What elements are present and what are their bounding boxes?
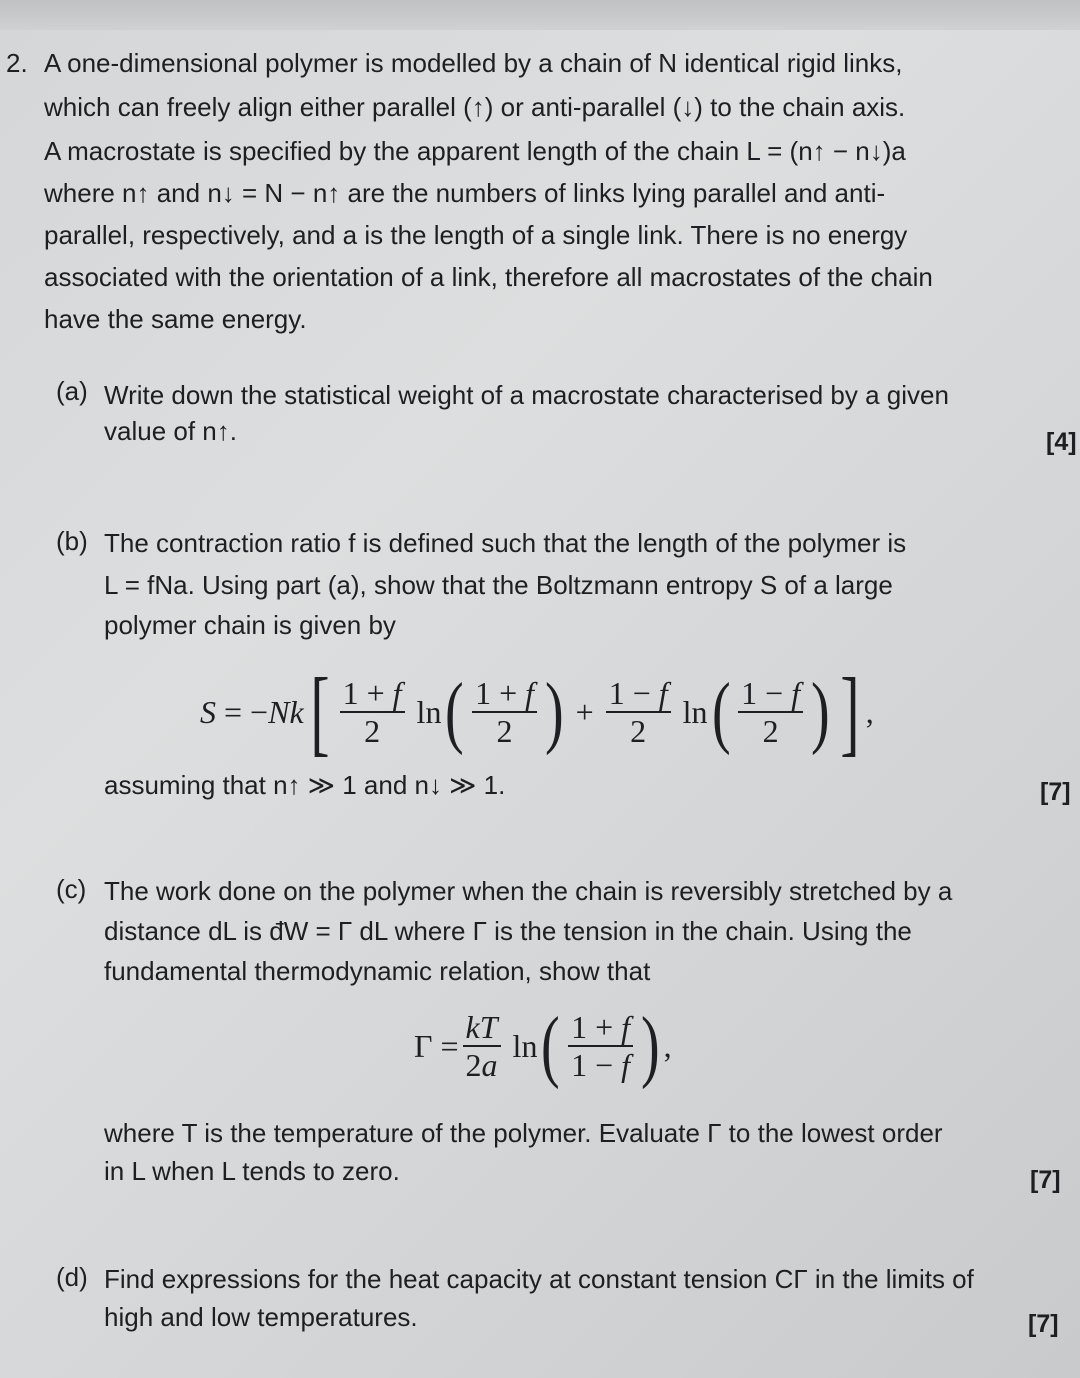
part-b-label: (b) xyxy=(56,526,88,556)
intro-line-1 xyxy=(44,42,902,84)
intro-line-6: associated with the orientation of a link, therefore all macrostates of the chain xyxy=(44,262,933,292)
entropy-frac-2: $\frac{1 + f}{2}$ xyxy=(472,675,537,749)
left-paren-2: ( xyxy=(711,668,731,756)
left-paren-1: ( xyxy=(445,668,465,756)
left-paren-3: ( xyxy=(541,1002,561,1090)
part-b-line-1: The contraction ratio f is defined such that the length of the polymer is xyxy=(104,528,907,558)
part-a-marks: [4] xyxy=(1046,428,1077,456)
part-d-line-2: high and low temperatures. xyxy=(104,1302,418,1332)
part-c-line-3: fundamental thermodynamic relation, show that xyxy=(104,956,651,986)
entropy-eq-lhs: S = −Nk xyxy=(200,693,304,730)
right-paren-1: ) xyxy=(545,668,564,756)
part-c-line-2: distance dL is đW = Γ dL where Γ is the tension in the chain. Using the xyxy=(104,916,912,946)
right-bracket: ] xyxy=(840,658,860,765)
entropy-frac-1: $\frac{1 + f}{2}$ xyxy=(340,675,405,749)
part-b-line-2: L = fNa. Using part (a), show that the Boltzmann entropy S of a large xyxy=(104,570,893,600)
entropy-frac-3: $\frac{1 - f}{2}$ xyxy=(606,675,671,749)
tension-frac-kt: $\frac{kT}{2a}$ xyxy=(463,1009,501,1083)
ln-3: ln xyxy=(504,1027,538,1064)
tension-eq-lhs: Γ = xyxy=(414,1027,459,1064)
part-c-label: (c) xyxy=(56,874,87,904)
intro-line-2: which can freely align either parallel (↑) or anti-parallel (↓) to the chain axis. xyxy=(44,92,906,122)
left-bracket: [ xyxy=(310,658,330,765)
part-a-line-1: Write down the statistical weight of a macrostate characterised by a given xyxy=(104,380,949,410)
eq-comma: , xyxy=(865,693,874,730)
tension-frac-f: $\frac{1 + f}{1 - f}$ xyxy=(568,1009,633,1083)
entropy-frac-4: $\frac{1 - f}{2}$ xyxy=(738,675,803,749)
part-c-marks: [7] xyxy=(1030,1166,1061,1194)
part-b-line-4: assuming that n↑ ≫ 1 and n↓ ≫ 1. xyxy=(104,770,506,800)
question-number: 2. xyxy=(6,48,28,78)
intro-line-4: where n↑ and n↓ = N − n↑ are the numbers of links lying parallel and anti- xyxy=(44,178,886,208)
part-c-line-4: where T is the temperature of the polymer. Evaluate Γ to the lowest order xyxy=(104,1118,943,1148)
part-a-label: (a) xyxy=(56,376,88,406)
intro-line-3: A macrostate is specified by the apparent length of the chain L = (n↑ − n↓)a xyxy=(44,136,906,166)
part-d-label: (d) xyxy=(56,1262,88,1292)
plus-sign: + xyxy=(567,693,602,730)
intro-line-7: have the same energy. xyxy=(44,304,307,334)
part-c-line-5: in L when L tends to zero. xyxy=(104,1156,400,1186)
part-c-line-1: The work done on the polymer when the chain is reversibly stretched by a xyxy=(104,876,953,906)
entropy-equation xyxy=(200,658,874,765)
part-a-line-2: value of n↑. xyxy=(104,416,237,446)
right-paren-2: ) xyxy=(811,668,830,756)
tension-equation xyxy=(414,1002,672,1090)
intro-line-5: parallel, respectively, and a is the length of a single link. There is no energy xyxy=(44,220,908,250)
part-d-line-1: Find expressions for the heat capacity at constant tension CΓ in the limits of xyxy=(104,1264,974,1294)
part-b-line-3: polymer chain is given by xyxy=(104,610,396,640)
right-paren-3: ) xyxy=(641,1002,660,1090)
ln-2: ln xyxy=(674,693,708,730)
part-b-marks: [7] xyxy=(1040,778,1071,806)
intro-line-1-text: A one-dimensional polymer is modelled by a chain of N identical rigid links, xyxy=(44,48,903,78)
eq-comma-2: , xyxy=(663,1027,672,1064)
ln-1: ln xyxy=(408,693,442,730)
part-d-marks: [7] xyxy=(1028,1310,1059,1338)
